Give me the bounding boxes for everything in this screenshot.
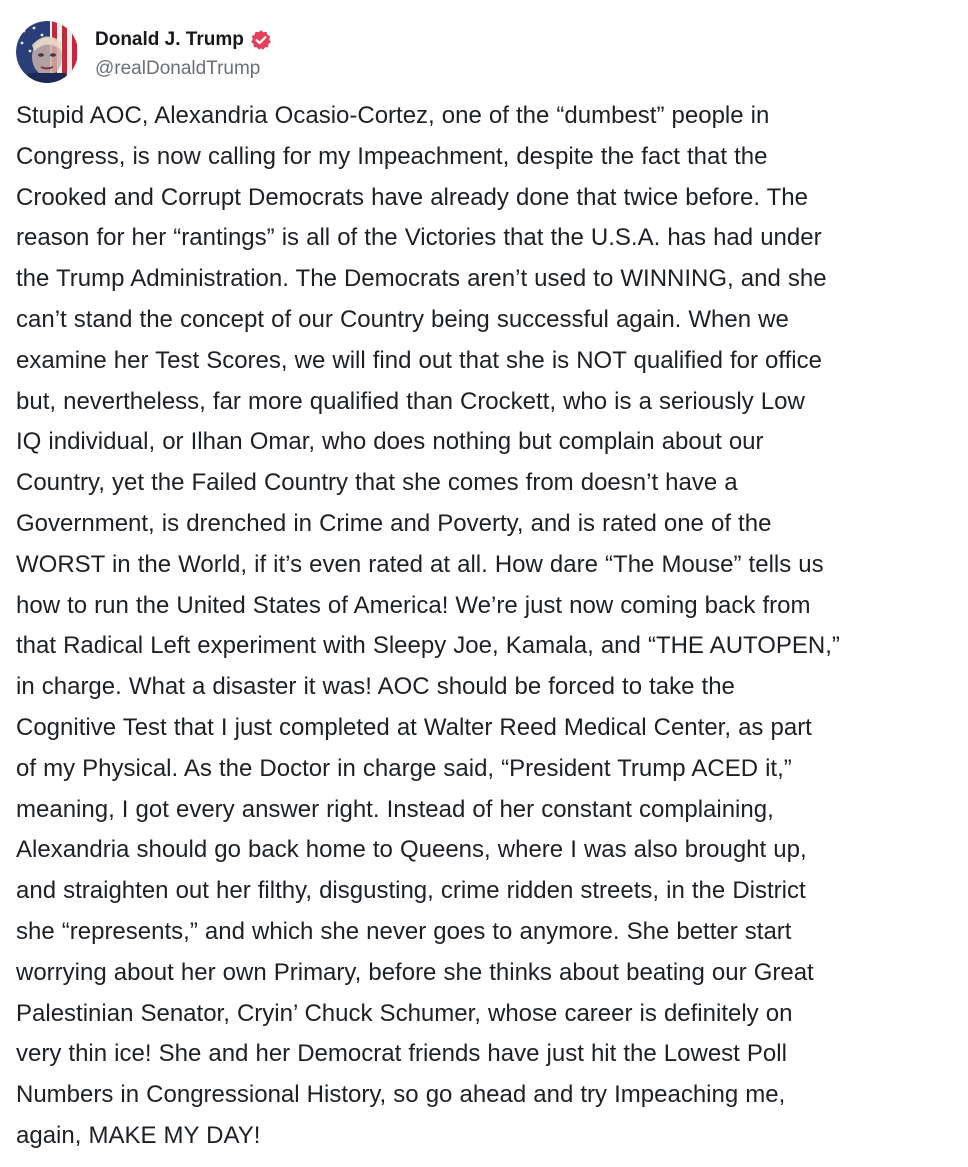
post-body-line: but, nevertheless, far more qualified than Crockett, who is a seriously Low (16, 387, 805, 415)
post-body-line: how to run the United States of America! We’re just now coming back from (16, 591, 811, 619)
post-body-line: Congress, is now calling for my Impeachment, despite the fact that the (16, 142, 768, 170)
post-body-line: Stupid AOC, Alexandria Ocasio-Cortez, one of the “dumbest” people in (16, 102, 770, 129)
post-body-line: Alexandria should go back home to Queens, where I was also brought up, (16, 836, 807, 864)
post-body-line: Crooked and Corrupt Democrats have already done that twice before. The (16, 183, 808, 211)
post-body-line: and straighten out her filthy, disgusting, crime ridden streets, in the District (16, 877, 806, 905)
post-body-line: IQ individual, or Ilhan Omar, who does nothing but complain about our (16, 428, 764, 456)
verified-badge-icon (250, 29, 272, 51)
post-body-line: Country, yet the Failed Country that she comes from doesn’t have a (16, 469, 738, 497)
post-body-line: that Radical Left experiment with Sleepy Joe, Kamala, and “THE AUTOPEN,” (16, 632, 840, 660)
post-body-line: in charge. What a disaster it was! AOC should be forced to take the (16, 673, 735, 701)
post-body-line: Numbers in Congressional History, so go ahead and try Impeaching me, (16, 1081, 786, 1109)
post-header (16, 20, 272, 84)
post-body-line: Palestinian Senator, Cryin’ Chuck Schumer, whose career is definitely on (16, 999, 793, 1027)
author-display-name[interactable]: Donald J. Trump (95, 29, 244, 50)
post-body-line: meaning, I got every answer right. Instead of her constant complaining, (16, 795, 774, 823)
post-body-line: of my Physical. As the Doctor in charge said, “President Trump ACED it,” (16, 754, 792, 782)
post-body-line: reason for her “rantings” is all of the Victories that the U.S.A. has had under (16, 224, 822, 252)
post-body-line: she “represents,” and which she never goes to anymore. She better start (16, 917, 792, 945)
post-body-line: examine her Test Scores, we will find out that she is NOT qualified for office (16, 346, 822, 374)
post-body-line: the Trump Administration. The Democrats aren’t used to WINNING, and she (16, 265, 827, 293)
post-body-line: again, MAKE MY DAY! (16, 1121, 261, 1149)
author-handle[interactable]: @realDonaldTrump (95, 58, 261, 79)
post-body-line: very thin ice! She and her Democrat friends have just hit the Lowest Poll (16, 1040, 787, 1068)
post-body-line: can’t stand the concept of our Country being successful again. When we (16, 305, 789, 333)
name-row (95, 24, 272, 56)
post-body-line: WORST in the World, if it’s even rated at all. How dare “The Mouse” tells us (16, 550, 824, 578)
post-body-line: worrying about her own Primary, before she thinks about beating our Great (16, 958, 814, 986)
post-body-line: Government, is drenched in Crime and Poverty, and is rated one of the (16, 509, 772, 537)
author-identity (95, 24, 272, 80)
post-body-line: Cognitive Test that I just completed at Walter Reed Medical Center, as part (16, 713, 812, 741)
avatar[interactable] (16, 21, 78, 83)
avatar-portrait-icon (16, 21, 78, 83)
post-body (16, 96, 960, 1157)
